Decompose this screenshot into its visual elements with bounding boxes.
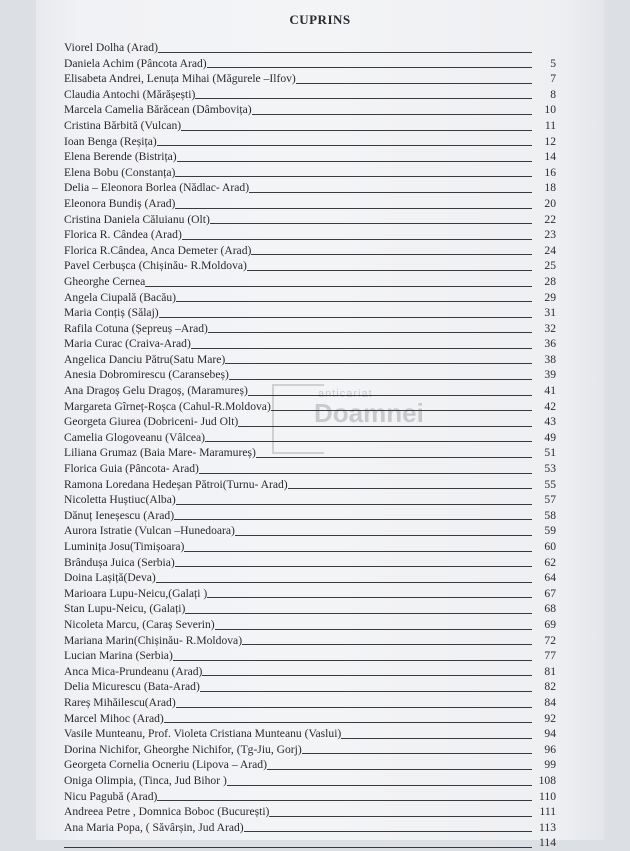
toc-entry [64, 290, 556, 306]
toc-leader-line [249, 191, 532, 193]
toc-entry [64, 40, 556, 56]
toc-leader-line [227, 784, 532, 786]
toc-entry [64, 243, 556, 259]
toc-entry-page: 96 [544, 742, 556, 756]
toc-entry [64, 56, 556, 72]
book-page [36, 0, 604, 850]
toc-entry-name: Georgeta Cornelia Ocneriu (Lipova – Arad) [64, 758, 267, 772]
toc-entry [64, 820, 556, 836]
toc-entry-page: 60 [544, 540, 556, 553]
toc-entry [64, 258, 556, 274]
toc-leader-line [173, 659, 532, 661]
toc-entry [64, 508, 556, 524]
toc-leader-line [176, 706, 532, 708]
toc-entry [64, 336, 556, 352]
toc-entry [64, 71, 556, 87]
toc-entry-name: Dănuț Ieneșescu (Arad) [64, 508, 175, 522]
toc-entry-page: 99 [544, 758, 556, 772]
toc-entry [64, 196, 556, 212]
toc-entry-name: Florica R.Cândea, Anca Demeter (Arad) [64, 243, 252, 257]
toc-entry [64, 414, 556, 430]
toc-leader-line [158, 51, 532, 53]
toc-entry [64, 399, 556, 415]
toc-entry-page: 94 [544, 727, 556, 741]
toc-entry-page: 81 [544, 664, 556, 678]
toc-entry-page: 12 [544, 134, 556, 148]
toc-entry [64, 679, 556, 695]
toc-entry-name: Maria Conțiș (Sălaj) [64, 306, 159, 320]
toc-entry [64, 539, 556, 555]
toc-leader-line [288, 487, 532, 489]
toc-entry [64, 835, 556, 851]
toc-leader-line [210, 222, 532, 224]
watermark-subtitle: anticariat [318, 388, 373, 400]
toc-entry-page: 24 [544, 243, 556, 257]
toc-leader-line [251, 253, 532, 255]
toc-entry-name: Nicoleta Marcu, (Caraș Severin) [64, 617, 215, 631]
toc-leader-line [242, 643, 532, 645]
toc-entry [64, 789, 556, 805]
toc-leader-line [64, 846, 532, 848]
toc-leader-line [208, 331, 532, 333]
toc-entry-name: Doina Lașiță(Deva) [64, 571, 156, 585]
toc-entry [64, 492, 556, 508]
toc-entry-name: Florica R. Cândea (Arad) [64, 228, 182, 242]
toc-entry-page: 36 [544, 337, 556, 351]
toc-entry [64, 305, 556, 321]
toc-entry-name: Stan Lupu-Neicu, (Galați) [64, 602, 186, 616]
toc-entry-page: 23 [544, 228, 556, 242]
page-title: CUPRINS [289, 12, 351, 27]
toc-entry [64, 570, 556, 586]
toc-entry [64, 648, 556, 664]
toc-leader-line [229, 378, 532, 380]
toc-entry-name: Vasile Munteanu, Prof. Violeta Cristiana Munteanu (Vaslui) [64, 727, 342, 741]
toc-leader-line [244, 830, 532, 832]
toc-entry-name: Maria Curac (Craiva-Arad) [64, 337, 191, 351]
toc-leader-line [175, 565, 532, 567]
toc-entry-page: 57 [544, 493, 556, 507]
toc-entry [64, 477, 556, 493]
toc-entry-name: Gheorghe Cernea [64, 274, 146, 288]
toc-leader-line [175, 175, 532, 177]
toc-entry-page: 42 [544, 399, 556, 413]
toc-entry [64, 367, 556, 383]
toc-leader-line [191, 347, 532, 349]
toc-entry-page: 49 [544, 430, 556, 444]
toc-entry-page: 51 [544, 446, 556, 460]
toc-entry-page: 72 [544, 633, 556, 647]
toc-leader-line [235, 534, 532, 536]
toc-entry-name: Pavel Cerbușca (Chișinău- R.Moldova) [64, 259, 247, 273]
toc-leader-line [269, 815, 532, 817]
toc-leader-line [252, 113, 532, 115]
toc-entry [64, 321, 556, 337]
toc-entry [64, 383, 556, 399]
toc-entry-page: 59 [544, 524, 556, 538]
toc-entry-name: Oniga Olimpia, (Tinca, Jud Bihor ) [64, 773, 227, 787]
toc-entry-page: 43 [544, 415, 556, 429]
toc-entry [64, 227, 556, 243]
toc-entry-page: 69 [544, 617, 556, 631]
toc-entry-name: Camelia Glogoveanu (Vâlcea) [64, 430, 205, 444]
toc-entry-name: Daniela Achim (Pâncota Arad) [64, 56, 207, 70]
toc-entry-page: 8 [550, 87, 556, 101]
toc-leader-line [185, 612, 532, 614]
table-of-contents [64, 40, 556, 851]
toc-leader-line [215, 628, 532, 630]
toc-entry-name: Aurora Istratie (Vulcan –Hunedoara) [64, 524, 235, 538]
toc-entry [64, 742, 556, 758]
toc-leader-line [207, 66, 532, 68]
toc-entry-page: 39 [544, 368, 556, 382]
toc-leader-line [157, 144, 532, 146]
toc-entry-name: Ana Maria Popa, ( Săvârșin, Jud Arad) [64, 820, 244, 834]
toc-leader-line [225, 362, 532, 364]
toc-entry-name: Delia Micurescu (Bata-Arad) [64, 680, 200, 694]
toc-entry-page: 11 [544, 118, 556, 132]
toc-entry-page: 68 [544, 602, 556, 616]
toc-leader-line [175, 207, 532, 209]
toc-entry [64, 134, 556, 150]
toc-entry [64, 804, 556, 820]
toc-leader-line [174, 518, 532, 520]
toc-entry-name: Elena Bobu (Constanța) [64, 165, 176, 179]
toc-entry-name: Andreea Petre , Domnica Boboc (București) [64, 805, 270, 819]
toc-leader-line [176, 300, 532, 302]
toc-entry [64, 118, 556, 134]
toc-entry-page: 7 [550, 72, 556, 86]
toc-entry [64, 212, 556, 228]
toc-leader-line [176, 503, 532, 505]
toc-entry-name: Ioan Benga (Reșița) [64, 134, 157, 148]
toc-entry [64, 445, 556, 461]
toc-entry-page: 92 [544, 711, 556, 725]
toc-entry-page: 67 [544, 586, 556, 600]
toc-entry [64, 461, 556, 477]
toc-entry [64, 523, 556, 539]
toc-entry-page: 77 [544, 649, 556, 663]
toc-entry-page: 25 [544, 259, 556, 273]
toc-entry-name: Nicu Pagubă (Arad) [64, 789, 158, 803]
toc-entry [64, 601, 556, 617]
toc-entry-page: 62 [544, 555, 556, 569]
toc-leader-line [207, 596, 532, 598]
watermark-title: Doamnei [314, 398, 424, 428]
toc-entry [64, 274, 556, 290]
toc-leader-line [159, 316, 532, 318]
toc-entry [64, 165, 556, 181]
toc-entry-name: Georgeta Giurea (Dobriceni- Jud Olt) [64, 415, 239, 429]
toc-leader-line [302, 752, 532, 754]
toc-entry [64, 633, 556, 649]
toc-entry-name: Marioara Lupu-Neicu,(Galați ) [64, 586, 208, 600]
toc-entry [64, 757, 556, 773]
toc-entry-page: 14 [544, 150, 556, 164]
toc-entry-page: 55 [544, 477, 556, 491]
toc-entry-name: Rareș Mihăilescu(Arad) [64, 695, 176, 709]
toc-entry-page: 5 [550, 56, 556, 70]
toc-entry-name: Cristina Daniela Căluianu (Olt) [64, 212, 210, 226]
toc-leader-line [157, 799, 532, 801]
toc-leader-line [182, 238, 532, 240]
toc-entry-name: Eleonora Bundiș (Arad) [64, 196, 176, 210]
toc-leader-line [145, 285, 532, 287]
toc-entry-name: Anca Mica-Prundeanu (Arad) [64, 664, 203, 678]
toc-entry-page: 113 [539, 820, 556, 834]
toc-entry-name: Brândușa Juica (Serbia) [64, 555, 175, 569]
toc-entry-page: 84 [544, 695, 556, 709]
toc-entry [64, 586, 556, 602]
toc-entry-name: Cristina Bărbită (Vulcan) [64, 118, 182, 132]
toc-entry-page: 114 [539, 836, 556, 850]
toc-entry-name: Liliana Grumaz (Baia Mare- Maramureș) [64, 446, 256, 460]
toc-entry-name: Viorel Dolha (Arad) [64, 41, 158, 54]
toc-leader-line [181, 129, 532, 131]
toc-leader-line [267, 768, 532, 770]
toc-leader-line [202, 674, 532, 676]
toc-leader-line [195, 97, 532, 99]
toc-entry-name: Angelica Danciu Pătru(Satu Mare) [64, 352, 226, 366]
toc-leader-line [200, 690, 532, 692]
toc-entry-page: 64 [544, 571, 556, 585]
toc-entry-name: Ramona Loredana Hedeșan Pătroi(Turnu- Arad) [64, 477, 288, 491]
toc-entry-name: Margareta Gîrneț-Roșca (Cahul-R.Moldova) [64, 399, 271, 413]
toc-entry-name: Ana Dragoș Gelu Dragoș, (Maramureș) [64, 384, 248, 398]
toc-entry-name: Lucian Marina (Serbia) [64, 649, 173, 663]
toc-leader-line [256, 456, 532, 458]
toc-leader-line [271, 409, 532, 411]
toc-entry [64, 726, 556, 742]
toc-entry [64, 664, 556, 680]
toc-leader-line [156, 581, 532, 583]
toc-entry-page: 28 [544, 274, 556, 288]
toc-entry [64, 87, 556, 103]
toc-leader-line [184, 550, 532, 552]
toc-entry [64, 711, 556, 727]
toc-leader-line [341, 737, 532, 739]
toc-entry [64, 773, 556, 789]
toc-entry-page: 53 [544, 462, 556, 476]
toc-entry-name: Anesia Dobromirescu (Caransebeș) [64, 368, 229, 382]
toc-entry-name: Elena Berende (Bistrița) [64, 150, 177, 164]
toc-entry-page: 22 [544, 212, 556, 226]
toc-entry [64, 695, 556, 711]
toc-entry-name: Dorina Nichifor, Gheorghe Nichifor, (Tg-Jiu, Gorj) [64, 742, 302, 756]
toc-entry-page: 32 [544, 321, 556, 335]
toc-entry-page: 31 [544, 306, 556, 320]
toc-entry [64, 555, 556, 571]
toc-entry-page: 20 [544, 196, 556, 210]
toc-entry-name: Delia – Eleonora Borlea (Nădlac- Arad) [64, 181, 250, 195]
toc-entry [64, 617, 556, 633]
toc-leader-line [199, 472, 532, 474]
toc-entry-page: 108 [538, 773, 556, 787]
toc-entry [64, 102, 556, 118]
toc-leader-line [205, 440, 532, 442]
toc-entry-name: Florica Guia (Pâncota- Arad) [64, 462, 199, 476]
toc-entry-name: Marcela Camelia Bărăcean (Dâmbovița) [64, 103, 252, 117]
toc-entry-name: Rafila Cotuna (Șepreuș –Arad) [64, 321, 208, 335]
toc-entry-page: 110 [539, 789, 556, 803]
toc-entry-page: 41 [544, 384, 556, 398]
toc-leader-line [248, 394, 532, 396]
toc-entry-page: 16 [544, 165, 556, 179]
toc-entry [64, 352, 556, 368]
toc-entry-page: 82 [544, 680, 556, 694]
toc-entry-page: 111 [539, 805, 556, 819]
toc-entry [64, 180, 556, 196]
toc-entry-name: Claudia Antochi (Mărășești) [64, 87, 196, 101]
toc-entry [64, 149, 556, 165]
toc-leader-line [177, 160, 532, 162]
toc-entry-page: 58 [544, 508, 556, 522]
toc-entry-name: Elisabeta Andrei, Lenuța Mihai (Măgurele –Ilfov) [64, 72, 296, 86]
toc-leader-line [247, 269, 532, 271]
toc-entry-name: Marcel Mihoc (Arad) [64, 711, 164, 725]
toc-entry [64, 430, 556, 446]
toc-entry-name: Angela Ciupală (Bacău) [64, 290, 177, 304]
toc-entry-name: Mariana Marin(Chișinău- R.Moldova) [64, 633, 243, 647]
toc-leader-line [238, 425, 532, 427]
toc-entry-page: 18 [544, 181, 556, 195]
toc-entry-page: 38 [544, 352, 556, 366]
toc-entry-name: Luminița Josu(Timișoara) [64, 540, 185, 553]
toc-leader-line [164, 721, 532, 723]
toc-entry-name: Nicoletta Huștiuc(Alba) [64, 493, 176, 507]
toc-leader-line [296, 82, 532, 84]
toc-entry-page: 29 [544, 290, 556, 304]
toc-entry-page: 10 [544, 103, 556, 117]
